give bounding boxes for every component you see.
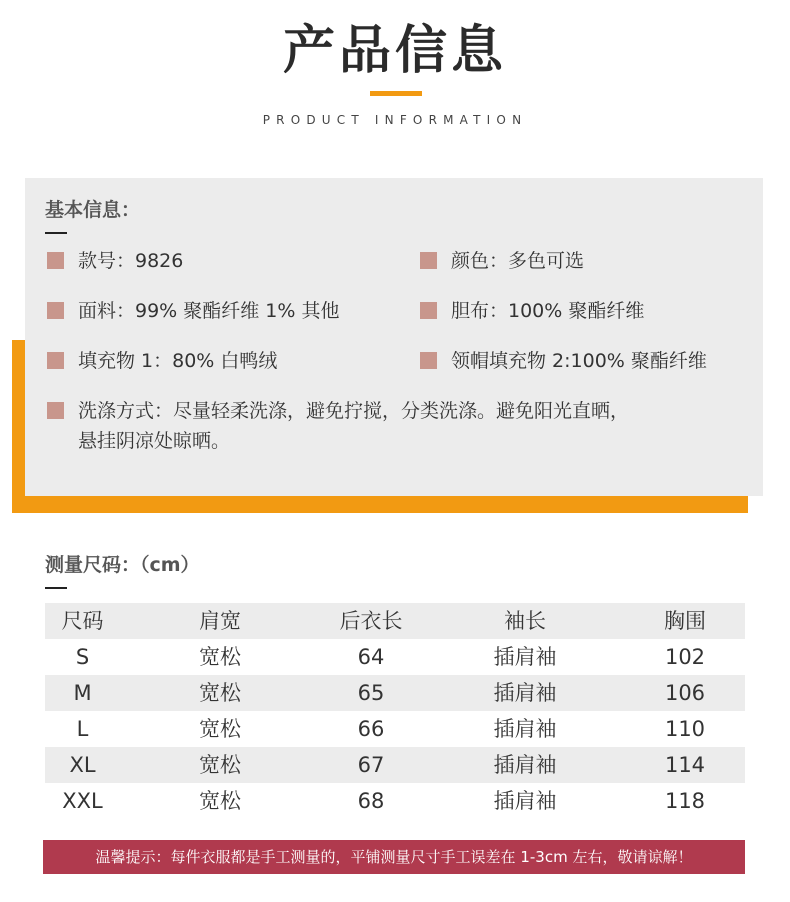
table-cell: M — [73, 681, 92, 705]
bullet-square-icon — [47, 352, 64, 369]
column-header: 肩宽 — [199, 609, 241, 633]
size-table — [45, 603, 745, 819]
table-cell: 118 — [664, 789, 706, 813]
size-chart-heading: 测量尺码：（cm） — [45, 554, 200, 576]
bullet-square-icon — [47, 402, 64, 419]
table-cell: 68 — [357, 789, 385, 813]
bullet-square-icon — [420, 302, 437, 319]
column-header: 尺码 — [61, 609, 104, 633]
table-row — [45, 783, 745, 819]
table-cell: 插肩袖 — [493, 753, 557, 777]
table-cell: 宽松 — [199, 645, 241, 669]
table-cell: 宽松 — [199, 789, 241, 813]
table-cell: XL — [69, 753, 96, 777]
table-cell: 插肩袖 — [493, 789, 557, 813]
info-washing: 洗涤方式：尽量轻柔洗涤，避免拧搅，分类洗涤。避免阳光直晒，悬挂阴凉处晾晒。 — [78, 400, 630, 452]
bullet-square-icon — [420, 252, 437, 269]
table-row — [45, 639, 745, 675]
measurement-tip-banner: 温馨提示：每件衣服都是手工测量的，平铺测量尺寸手工误差在 1-3cm 左右，敬请谅解！ — [43, 840, 745, 874]
info-style-number: 款号：9826 — [78, 250, 184, 272]
title-underline — [370, 91, 422, 96]
info-lining: 胆布：100% 聚酯纤维 — [451, 300, 645, 322]
table-cell: 插肩袖 — [493, 717, 557, 741]
table-cell: XXL — [62, 789, 103, 813]
table-cell: 114 — [664, 753, 706, 777]
table-cell: 插肩袖 — [493, 681, 557, 705]
table-cell: 67 — [357, 753, 385, 777]
table-cell: 宽松 — [199, 681, 241, 705]
table-row — [45, 711, 745, 747]
page-title: 产品信息 — [282, 21, 507, 81]
bullet-square-icon — [420, 352, 437, 369]
table-header-row — [45, 603, 745, 639]
basic-info-heading: 基本信息： — [45, 199, 141, 221]
table-cell: 插肩袖 — [493, 645, 557, 669]
table-cell: 66 — [357, 717, 385, 741]
info-filling-1: 填充物 1：80% 白鸭绒 — [78, 350, 278, 372]
table-cell: L — [76, 717, 89, 741]
table-cell: 110 — [664, 717, 706, 741]
bullet-square-icon — [47, 302, 64, 319]
column-header: 袖长 — [504, 609, 546, 633]
page-subtitle: PRODUCT INFORMATION — [262, 113, 528, 127]
table-cell: 宽松 — [199, 717, 241, 741]
column-header: 后衣长 — [339, 609, 403, 633]
bullet-square-icon — [47, 252, 64, 269]
table-cell: S — [75, 645, 90, 669]
basic-info-heading-rule — [45, 232, 67, 234]
column-header: 胸围 — [664, 609, 706, 633]
size-chart-heading-rule — [45, 587, 67, 589]
table-cell: 65 — [357, 681, 385, 705]
table-row — [45, 747, 745, 783]
info-fabric: 面料：99% 聚酯纤维 1% 其他 — [78, 300, 340, 322]
info-filling-2: 领帽填充物 2:100% 聚酯纤维 — [451, 350, 707, 372]
table-cell: 106 — [664, 681, 706, 705]
table-cell: 64 — [357, 645, 385, 669]
table-cell: 宽松 — [199, 753, 241, 777]
info-color: 颜色：多色可选 — [451, 250, 585, 272]
table-row — [45, 675, 745, 711]
table-cell: 102 — [664, 645, 706, 669]
